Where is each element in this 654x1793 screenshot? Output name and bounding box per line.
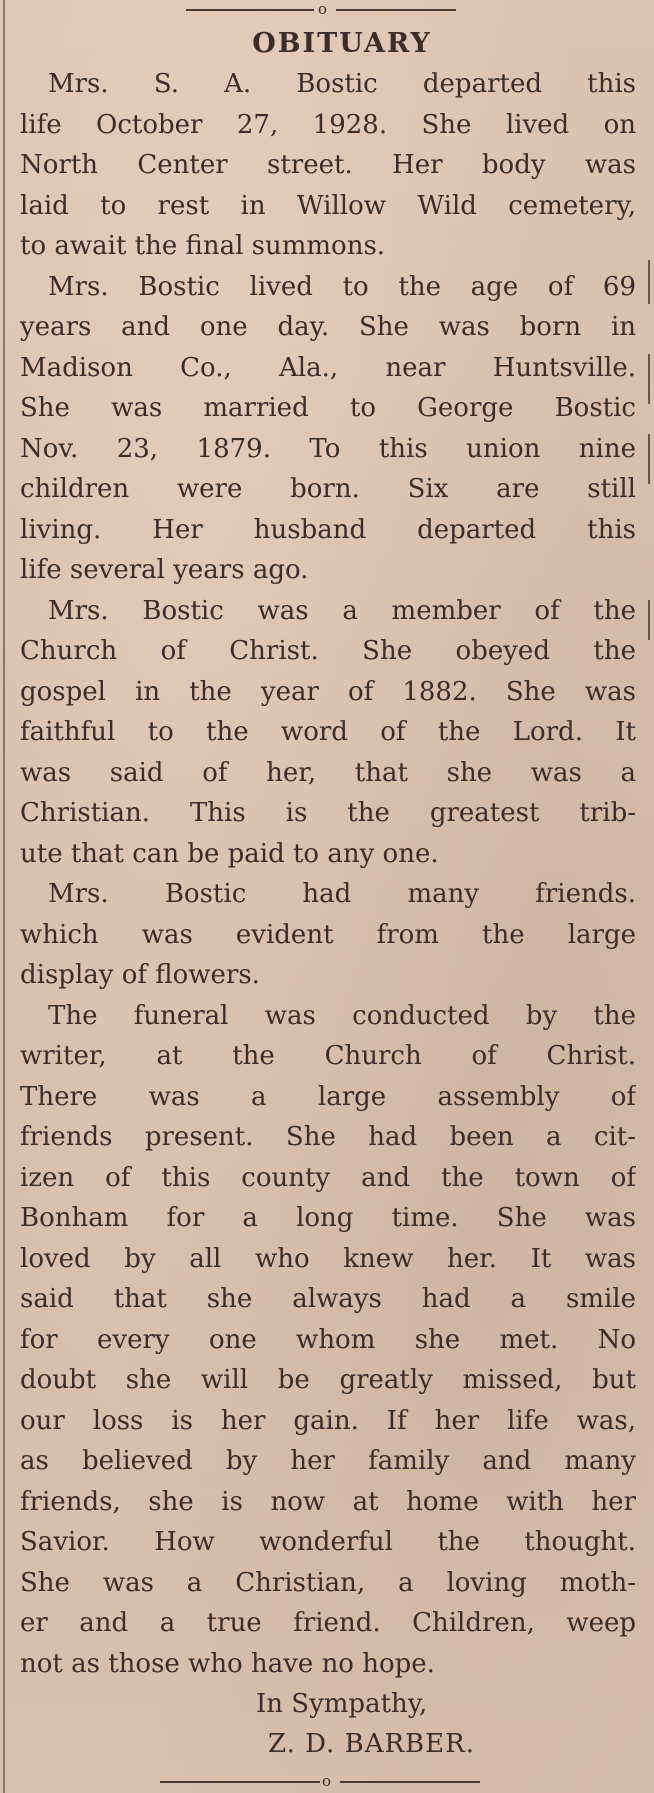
text-line: gospel in the year of 1882. She was bbox=[20, 676, 636, 707]
paragraph-1 bbox=[20, 64, 636, 267]
text-line: doubt she will be greatly missed, but bbox=[20, 1365, 636, 1395]
signature-author: Z. D. BARBER. bbox=[268, 1729, 475, 1759]
text-line: for every one whom she met. No bbox=[20, 1324, 636, 1355]
text-line: Christian. This is the greatest trib- bbox=[20, 798, 636, 828]
text-line: as believed by her family and many bbox=[20, 1446, 636, 1476]
article-title: OBITUARY bbox=[252, 28, 432, 59]
edge-mark bbox=[648, 354, 650, 404]
top-ornament-rule bbox=[0, 2, 654, 18]
text-line: was said of her, that she was a bbox=[20, 757, 636, 788]
text-line: Madison Co., Ala., near Huntsville. bbox=[20, 352, 636, 383]
text-line: er and a true friend. Children, weep bbox=[20, 1608, 636, 1638]
text-line: our loss is her gain. If her life was, bbox=[20, 1405, 636, 1436]
text-line: to await the final summons. bbox=[20, 231, 386, 261]
text-line: said that she always had a smile bbox=[20, 1284, 636, 1314]
text-line: izen of this county and the town of bbox=[20, 1162, 636, 1193]
bottom-ornament-rule bbox=[0, 1774, 654, 1790]
paragraph-5 bbox=[20, 996, 636, 1685]
text-line: which was evident from the large bbox=[20, 919, 636, 950]
text-line: Mrs. Bostic had many friends. bbox=[48, 879, 636, 909]
ornament-line-left bbox=[186, 9, 314, 11]
text-line: Church of Christ. She obeyed the bbox=[20, 636, 636, 666]
text-line: Bonham for a long time. She was bbox=[20, 1203, 636, 1233]
text-line: Savior. How wonderful the thought. bbox=[20, 1527, 636, 1557]
text-line: Mrs. S. A. Bostic departed this bbox=[48, 69, 636, 99]
text-line: Nov. 23, 1879. To this union nine bbox=[20, 433, 636, 464]
obituary-article bbox=[20, 24, 636, 1764]
text-line: not as those who have no hope. bbox=[20, 1648, 435, 1679]
text-line: living. Her husband departed this bbox=[20, 514, 636, 545]
text-line: ute that can be paid to any one. bbox=[20, 838, 439, 869]
ornament-line-right bbox=[340, 1781, 480, 1783]
text-line: Mrs. Bostic lived to the age of 69 bbox=[48, 271, 636, 302]
edge-mark bbox=[648, 600, 650, 640]
edge-mark bbox=[648, 434, 650, 484]
text-line: North Center street. Her body was bbox=[20, 150, 636, 180]
text-line: years and one day. She was born in bbox=[20, 312, 636, 342]
text-line: There was a large assembly of bbox=[20, 1081, 636, 1112]
text-line: She was married to George Bostic bbox=[20, 393, 636, 423]
text-line: children were born. Six are still bbox=[20, 474, 636, 504]
text-line: display of flowers. bbox=[20, 960, 260, 990]
text-line: friends present. She had been a cit- bbox=[20, 1122, 636, 1152]
column-rule bbox=[3, 0, 5, 1793]
ornament-line-left bbox=[160, 1781, 320, 1783]
paragraph-3 bbox=[20, 591, 636, 875]
text-line: loved by all who knew her. It was bbox=[20, 1243, 636, 1274]
text-line: writer, at the Church of Christ. bbox=[20, 1041, 636, 1071]
ornament-circle: o bbox=[318, 0, 328, 18]
edge-mark bbox=[648, 260, 650, 304]
text-line: laid to rest in Willow Wild cemetery, bbox=[20, 190, 636, 221]
text-line: life October 27, 1928. She lived on bbox=[20, 109, 636, 140]
text-line: friends, she is now at home with her bbox=[20, 1486, 636, 1517]
paragraph-2 bbox=[20, 267, 636, 591]
signature-closing: In Sympathy, bbox=[256, 1689, 428, 1719]
ornament-line-right bbox=[336, 9, 456, 11]
text-line: Mrs. Bostic was a member of the bbox=[48, 595, 636, 626]
text-line: She was a Christian, a loving moth- bbox=[20, 1567, 636, 1598]
paragraph-4 bbox=[20, 874, 636, 996]
text-line: life several years ago. bbox=[20, 555, 309, 585]
ornament-circle: o bbox=[322, 1772, 332, 1790]
text-line: faithful to the word of the Lord. It bbox=[20, 717, 636, 747]
text-line: The funeral was conducted by the bbox=[48, 1000, 636, 1031]
